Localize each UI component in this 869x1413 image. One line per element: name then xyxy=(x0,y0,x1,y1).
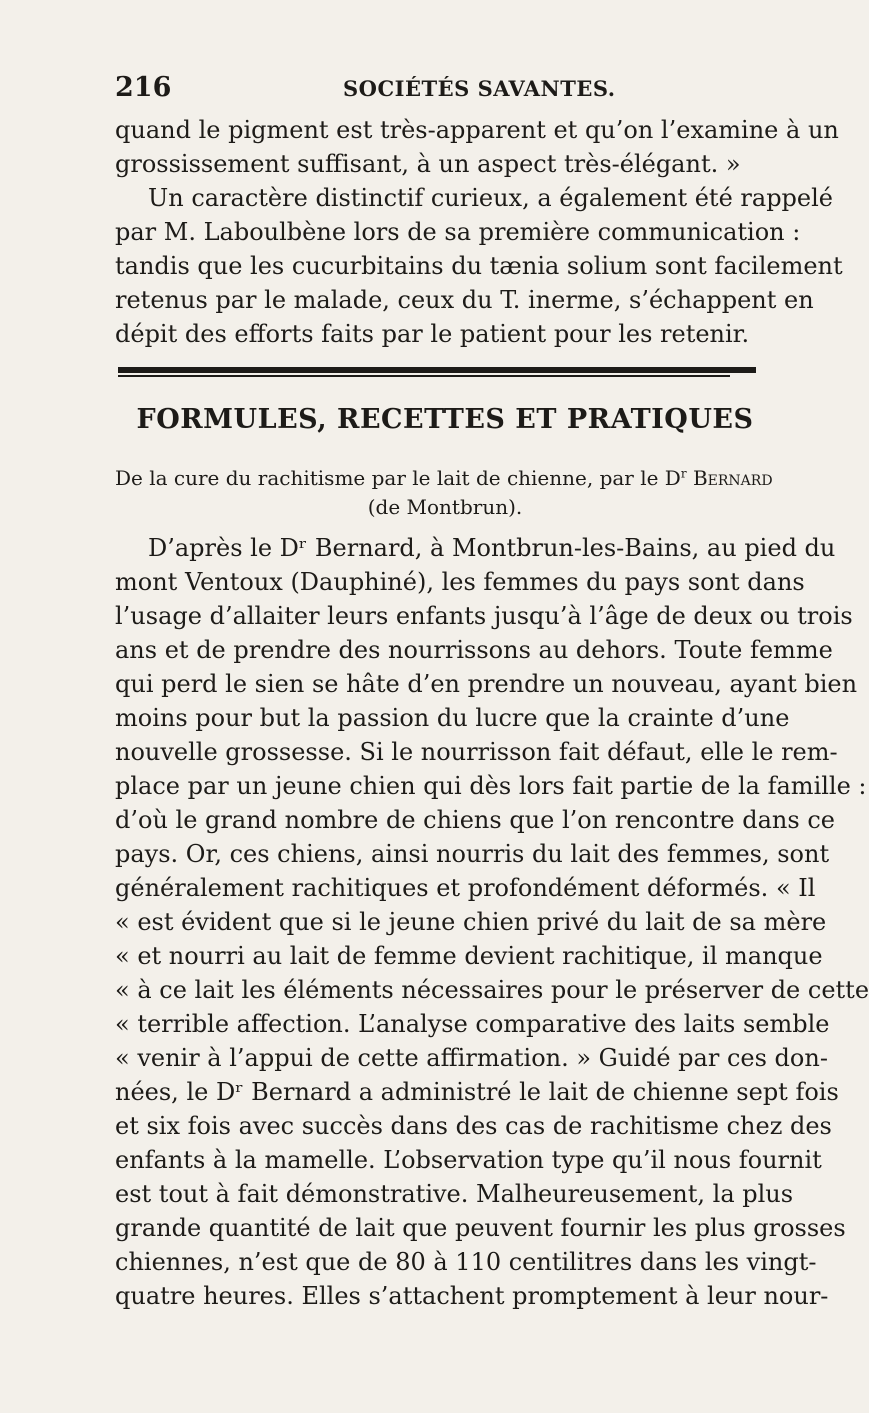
text-line: place par un jeune chien qui dès lors fait partie de la famille : xyxy=(115,772,867,800)
text-line: enfants à la mamelle. L’observation type qu’il nous fournit xyxy=(115,1146,822,1174)
text-line: généralement rachitiques et profondément déformés. « Il xyxy=(115,874,816,902)
text-line: d’où le grand nombre de chiens que l’on rencontre dans ce xyxy=(115,806,835,834)
text-line: dépit des efforts faits par le patient pour les retenir. xyxy=(115,320,750,348)
text-line: chiennes, n’est que de 80 à 110 centilitres dans les vingt- xyxy=(115,1248,817,1276)
text-line: moins pour but la passion du lucre que la crainte d’une xyxy=(115,704,790,732)
running-title: SOCIÉTÉS SAVANTES. xyxy=(343,76,616,101)
article-title xyxy=(115,466,775,490)
text-line: l’usage d’allaiter leurs enfants jusqu’à l’âge de deux ou trois xyxy=(115,602,853,630)
section-title: FORMULES, RECETTES ET PRATIQUES xyxy=(136,404,754,435)
text-line: qui perd le sien se hâte d’en prendre un nouveau, ayant bien xyxy=(115,670,858,698)
text-line: retenus par le malade, ceux du T. inerme, s’échappent en xyxy=(115,286,814,314)
text-line: ans et de prendre des nourrissons au dehors. Toute femme xyxy=(115,636,833,664)
text-line: D’après le Dʳ Bernard, à Montbrun-les-Bains, au pied du xyxy=(148,534,836,562)
text-line: tandis que les cucurbitains du tænia solium sont facilement xyxy=(115,252,843,280)
text-line: nouvelle grossesse. Si le nourrisson fait défaut, elle le rem- xyxy=(115,738,838,766)
text-line: pays. Or, ces chiens, ainsi nourris du lait des femmes, sont xyxy=(115,840,830,868)
text-line: grande quantité de lait que peuvent fournir les plus grosses xyxy=(115,1214,846,1242)
article-author: Bernard xyxy=(692,466,773,490)
text-line: mont Ventoux (Dauphiné), les femmes du pays sont dans xyxy=(115,568,805,596)
text-line: grossissement suffisant, à un aspect très-élégant. » xyxy=(115,150,741,178)
text-line: est tout à fait démonstrative. Malheureusement, la plus xyxy=(115,1180,794,1208)
text-line: « et nourri au lait de femme devient rachitique, il manque xyxy=(115,942,823,970)
text-line: par M. Laboulbène lors de sa première communication : xyxy=(115,218,801,246)
text-line: Un caractère distinctif curieux, a également été rappelé xyxy=(148,184,833,212)
article-title-sup: r xyxy=(680,466,687,481)
text-line: quatre heures. Elles s’attachent promptement à leur nour- xyxy=(115,1282,829,1310)
text-line: quand le pigment est très-apparent et qu’on l’examine à un xyxy=(115,116,839,144)
text-line: et six fois avec succès dans des cas de rachitisme chez des xyxy=(115,1112,832,1140)
article-title-line2: (de Montbrun). xyxy=(367,495,523,519)
text-line: nées, le Dʳ Bernard a administré le lait de chienne sept fois xyxy=(115,1078,839,1106)
page-number: 216 xyxy=(115,72,172,103)
section-divider xyxy=(118,367,756,377)
text-line: « à ce lait les éléments nécessaires pour le préserver de cette xyxy=(115,976,869,1004)
article-title-text: De la cure du rachitisme par le lait de chienne, par le D xyxy=(115,466,681,490)
text-line: « terrible affection. L’analyse comparative des laits semble xyxy=(115,1010,830,1038)
text-line: « est évident que si le jeune chien privé du lait de sa mère xyxy=(115,908,827,936)
text-line: « venir à l’appui de cette affirmation. » Guidé par ces don- xyxy=(115,1044,828,1072)
page-header xyxy=(115,72,775,112)
